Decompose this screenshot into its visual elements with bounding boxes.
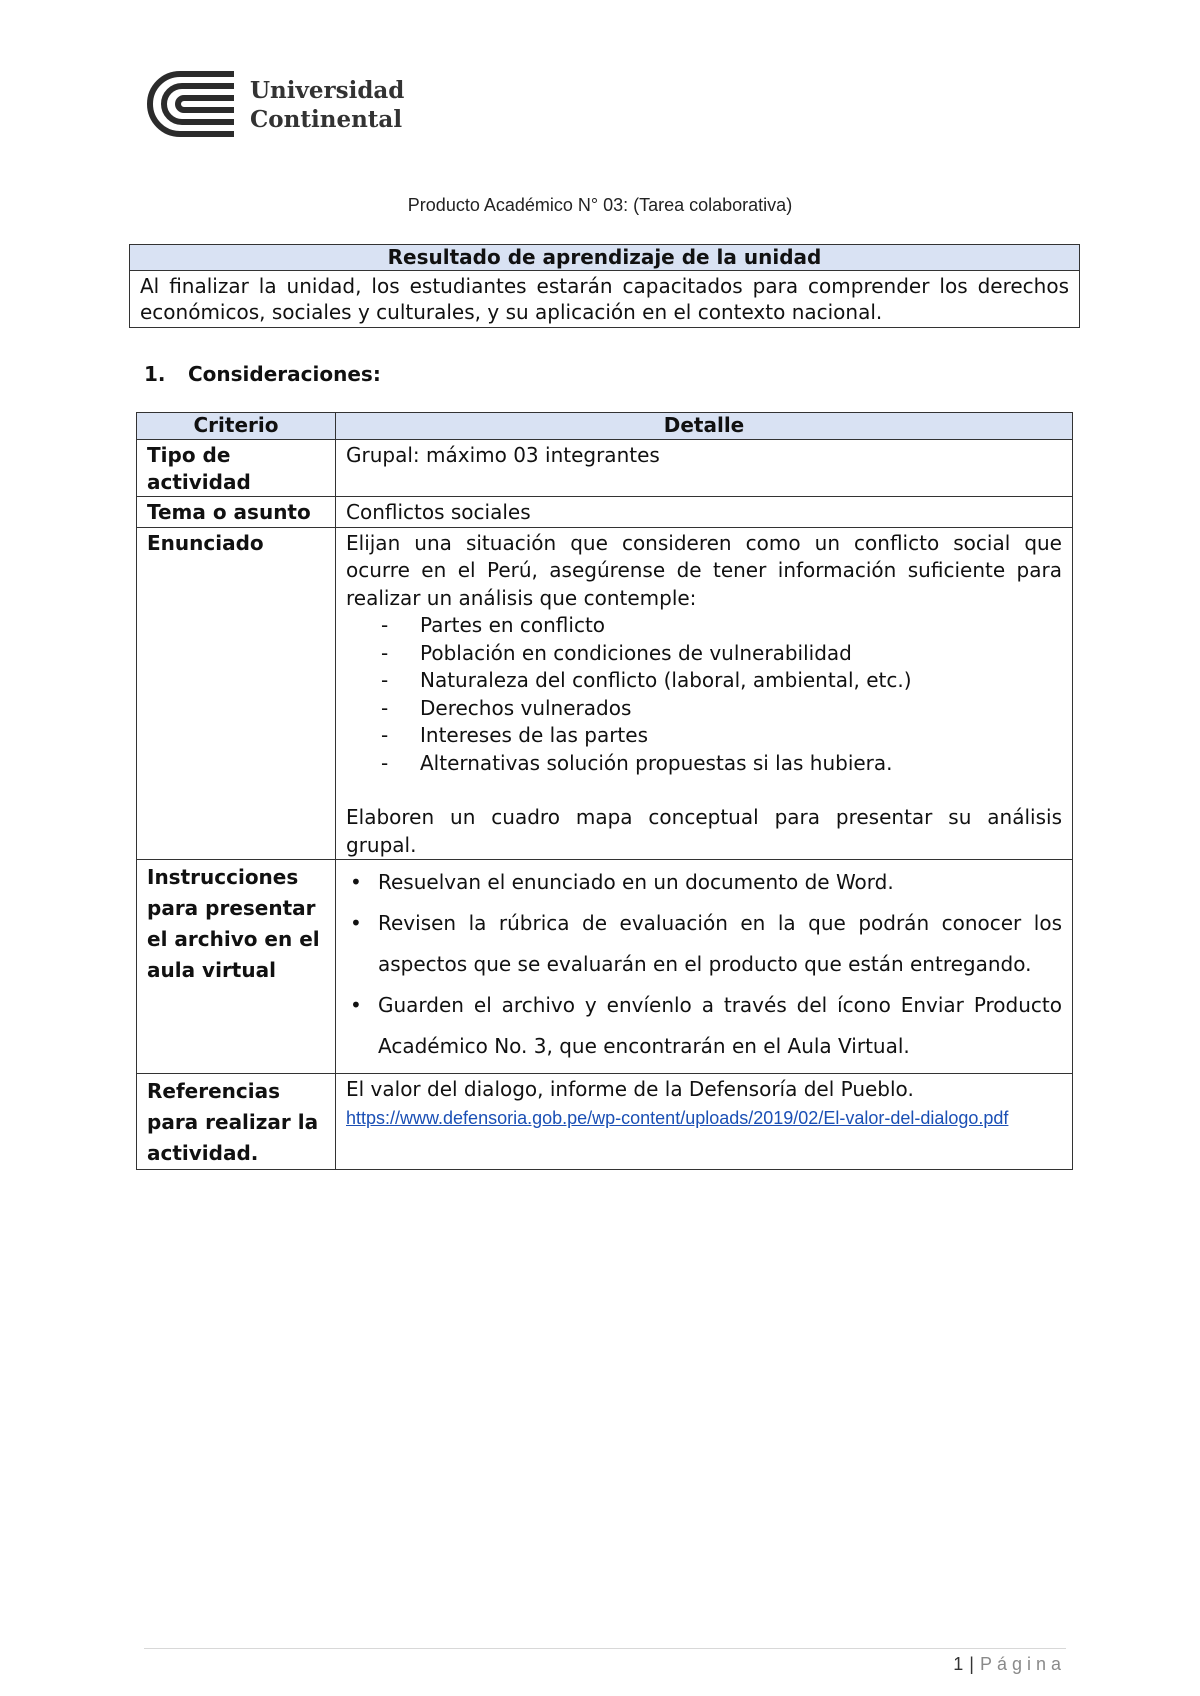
table-row bbox=[137, 527, 1073, 860]
page-number: 1 bbox=[953, 1654, 964, 1674]
enunciado-label: Enunciado bbox=[137, 527, 336, 860]
referencias-label: Referencias para realizar la actividad. bbox=[137, 1074, 336, 1170]
logo-line-2: Continental bbox=[250, 106, 403, 133]
list-item-text: Alternativas solución propuestas si las hubiera. bbox=[420, 750, 893, 775]
table-row bbox=[137, 1074, 1073, 1170]
tipo-value: Grupal: máximo 03 integrantes bbox=[336, 440, 1073, 497]
list-item-text: Intereses de las partes bbox=[420, 723, 648, 747]
university-name bbox=[250, 76, 404, 134]
list-item bbox=[346, 985, 1062, 1067]
list-item bbox=[346, 750, 1062, 778]
column-header-detalle: Detalle bbox=[336, 413, 1073, 440]
referencias-text: El valor del dialogo, informe de la Defensoría del Pueblo. bbox=[346, 1077, 914, 1101]
learning-outcome-header: Resultado de aprendizaje de la unidad bbox=[130, 245, 1080, 271]
instrucciones-label: Instrucciones para presentar el archivo en el aula virtual bbox=[137, 860, 336, 1074]
list-item-text: Población en condiciones de vulnerabilidad bbox=[420, 640, 852, 665]
learning-outcome-table bbox=[129, 244, 1080, 328]
table-row bbox=[137, 440, 1073, 497]
spacer bbox=[346, 777, 1062, 804]
dash-marker: - bbox=[381, 723, 389, 747]
tema-label: Tema o asunto bbox=[137, 497, 336, 528]
dash-marker: - bbox=[381, 613, 389, 637]
bullet-marker: • bbox=[350, 870, 362, 894]
reference-link[interactable]: https://www.defensoria.gob.pe/wp-content/uploads/2019/02/El-valor-del-dialogo.pdf bbox=[346, 1107, 1009, 1128]
table-row bbox=[137, 860, 1073, 1074]
list-item-text: Guarden el archivo y envíenlo a través del ícono Enviar Producto Académico No. 3, que encontrarán en el Aula Virtual. bbox=[378, 993, 1062, 1058]
list-item bbox=[346, 695, 1062, 723]
logo-line-1: Universidad bbox=[250, 77, 405, 104]
list-item-text: Derechos vulnerados bbox=[420, 695, 632, 720]
list-item-text: Resuelvan el enunciado en un documento de Word. bbox=[378, 870, 894, 894]
enunciado-closing: Elaboren un cuadro mapa conceptual para presentar su análisis grupal. bbox=[346, 805, 1062, 857]
referencias-detail bbox=[336, 1074, 1073, 1170]
university-logo bbox=[144, 70, 404, 140]
list-item-text: Naturaleza del conflicto (laboral, ambiental, etc.) bbox=[420, 668, 912, 692]
list-item bbox=[346, 862, 1062, 903]
section-title: Consideraciones: bbox=[188, 362, 381, 386]
dash-marker: - bbox=[381, 640, 389, 665]
tema-value: Conflictos sociales bbox=[336, 497, 1073, 528]
enunciado-intro: Elijan una situación que consideren como un conflicto social que ocurre en el Perú, asegúrense de tener información suficiente para realizar un análisis que contemple: bbox=[346, 530, 1062, 610]
footer-separator: | bbox=[969, 1654, 974, 1674]
dash-marker: - bbox=[381, 668, 389, 692]
tipo-label: Tipo de actividad bbox=[137, 440, 336, 497]
section-number: 1. bbox=[144, 362, 166, 386]
continental-c-logo-icon bbox=[144, 70, 236, 138]
dash-marker: - bbox=[381, 750, 389, 775]
list-item bbox=[346, 612, 1062, 640]
dash-marker: - bbox=[381, 695, 389, 720]
list-item bbox=[346, 667, 1062, 695]
list-item-text: Revisen la rúbrica de evaluación en la que podrán conocer los aspectos que se evaluarán en el producto que están entregando. bbox=[378, 911, 1062, 976]
list-item bbox=[346, 722, 1062, 750]
instrucciones-list bbox=[346, 862, 1062, 1067]
enunciado-detail bbox=[336, 527, 1073, 860]
learning-outcome-text: Al finalizar la unidad, los estudiantes estarán capacitados para comprender los derechos económicos, sociales y culturales, y su aplicación en el contexto nacional. bbox=[130, 271, 1080, 328]
enunciado-list bbox=[346, 612, 1062, 777]
table-row bbox=[137, 497, 1073, 528]
bullet-marker: • bbox=[350, 993, 362, 1017]
document-title: Producto Académico N° 03: (Tarea colaborativa) bbox=[407, 195, 793, 215]
page-footer bbox=[953, 1654, 1066, 1675]
criteria-table bbox=[136, 412, 1073, 1170]
list-item-text: Partes en conflicto bbox=[420, 613, 606, 637]
list-item bbox=[346, 903, 1062, 985]
column-header-criterio: Criterio bbox=[137, 413, 336, 440]
footer-divider bbox=[144, 1648, 1066, 1649]
instrucciones-detail bbox=[336, 860, 1073, 1074]
list-item bbox=[346, 640, 1062, 668]
section-heading bbox=[144, 362, 381, 386]
page-label: Página bbox=[979, 1654, 1066, 1674]
bullet-marker: • bbox=[350, 911, 362, 935]
